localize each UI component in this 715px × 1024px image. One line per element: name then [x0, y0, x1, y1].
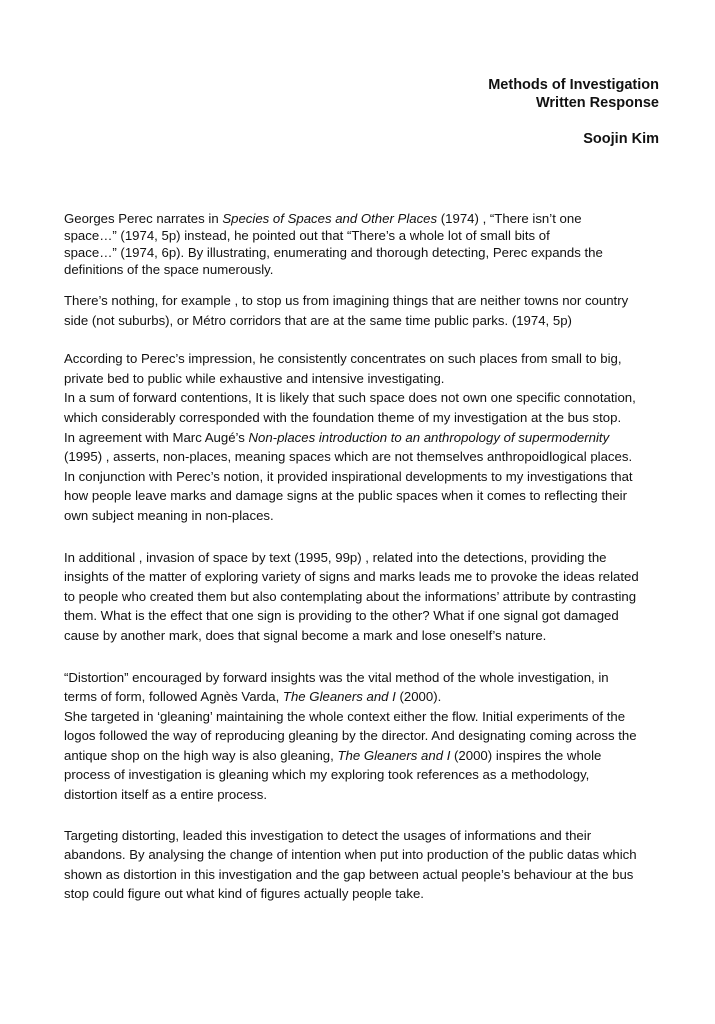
book-title: Non-places introduction to an anthropology of supermodernity — [248, 429, 610, 445]
book-title: Species of Spaces and Other Places — [222, 211, 438, 226]
text-run: abandons. By analysing the change of intention when put into production of the public datas which — [64, 847, 637, 863]
document-body — [64, 210, 664, 904]
text-run: own subject meaning in non-places. — [64, 507, 274, 523]
text-run: (1995) , asserts, non-places, meaning spaces which are not themselves anthropoidlogical places. — [64, 449, 633, 465]
text-run: (1974) , “There isn’t one — [437, 211, 582, 226]
text-run: space…” (1974, 6p). By illustrating, enumerating and thorough detecting, Perec expands the — [64, 245, 603, 260]
paragraph-6 — [64, 826, 664, 904]
title-line-2: Written Response — [535, 95, 659, 111]
text-run: logos followed the way of reproducing gleaning by the director. And designating coming across the — [64, 728, 637, 744]
text-run: antique shop on the high way is also gleaning, — [64, 747, 338, 763]
text-run: stop could figure out what kind of figures actually people take. — [64, 886, 424, 902]
text-run: them. What is the effect that one sign is providing to the other? What if one signal got damaged — [64, 608, 619, 624]
text-run: side (not suburbs), or Métro corridors that are at the same time public parks. (1974, 5p) — [64, 312, 572, 328]
text-run: space…” (1974, 5p) instead, he pointed out that “There’s a whole lot of small bits of — [64, 228, 550, 243]
author-name: Soojin Kim — [583, 131, 659, 147]
text-run: In conjunction with Perec’s notion, it provided inspirational developments to my investigations that — [64, 468, 633, 484]
text-run: (2000) inspires the whole — [450, 747, 602, 763]
paragraph-1 — [64, 210, 664, 278]
text-run: In additional , invasion of space by text (1995, 99p) , related into the detections, providing the — [64, 549, 607, 565]
document-header — [488, 76, 659, 148]
text-run: “Distortion” encouraged by forward insights was the vital method of the whole investigation, in — [64, 669, 609, 685]
text-run: Targeting distorting, leaded this investigation to detect the usages of informations and their — [64, 827, 592, 843]
paragraph-4 — [64, 548, 664, 646]
text-run: According to Perec’s impression, he consistently concentrates on such places from small to big, — [64, 351, 622, 367]
paragraph-5 — [64, 668, 664, 805]
paragraph-3 — [64, 349, 664, 525]
text-run: private bed to public while exhaustive and intensive investigating. — [64, 370, 445, 386]
title-line-1: Methods of Investigation — [488, 77, 659, 93]
text-run: cause by another mark, does that signal become a mark and lose oneself’s nature. — [64, 627, 547, 643]
text-run: In agreement with Marc Augé’s — [64, 429, 249, 445]
text-run: how people leave marks and damage signs at the public spaces when it comes to reflecting their — [64, 488, 627, 504]
text-run: She targeted in ‘gleaning’ maintaining the whole context either the flow. Initial experiments of the — [64, 708, 626, 724]
text-run: which considerably corresponded with the foundation theme of my investigation at the bus stop. — [64, 409, 622, 425]
text-run: to people who created them but also contemplating about the informations’ attribute by contrasting — [64, 588, 637, 604]
text-run: shown as distortion in this investigation and the gap between actual people’s behaviour at the bus — [64, 866, 634, 882]
film-title: The Gleaners and I — [337, 747, 451, 763]
text-run: definitions of the space numerously. — [64, 262, 274, 277]
text-run: In a sum of forward contentions, It is likely that such space does not own one specific connotation, — [64, 390, 636, 406]
film-title: The Gleaners and I — [282, 689, 396, 705]
text-run: distortion itself as a entire process. — [64, 787, 268, 803]
text-run: process of investigation is gleaning which my exploring took references as a methodology, — [64, 767, 590, 783]
text-run: There’s nothing, for example , to stop us from imagining things that are neither towns nor country — [64, 293, 629, 308]
paragraph-2-quote — [64, 291, 664, 330]
text-run: terms of form, followed Agnès Varda, — [64, 689, 283, 705]
text-run: Georges Perec narrates in — [64, 211, 223, 226]
text-run: insights of the matter of exploring variety of signs and marks leads me to provoke the ideas related — [64, 569, 639, 585]
text-run: (2000). — [395, 689, 442, 705]
